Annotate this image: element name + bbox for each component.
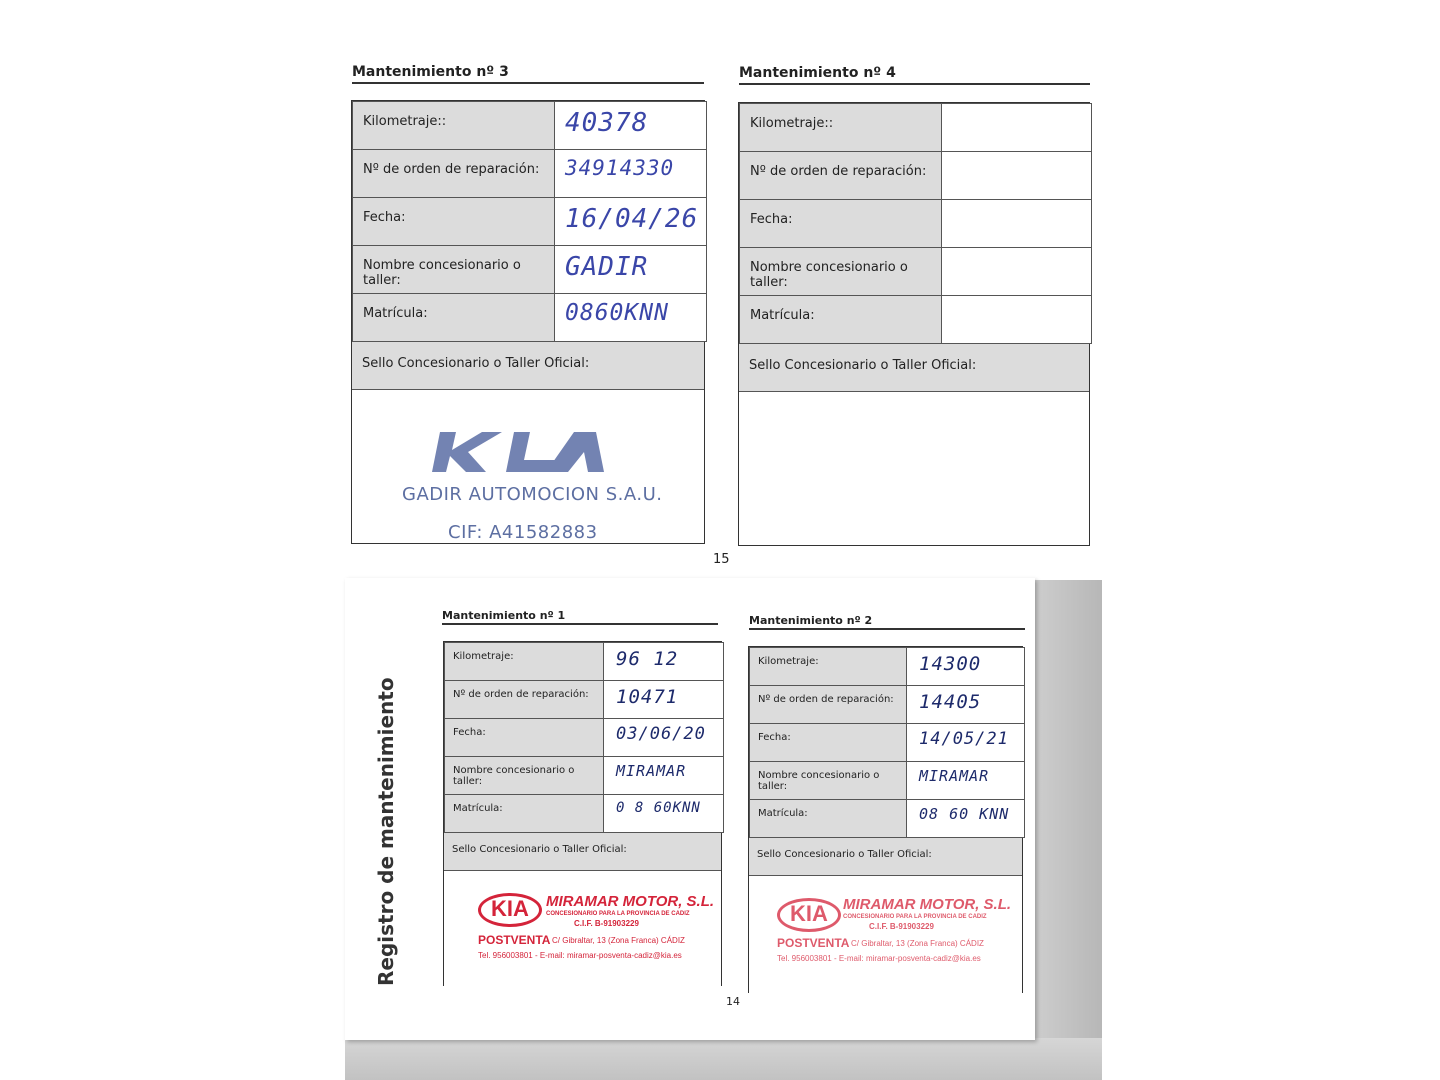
field-value[interactable]: [942, 248, 1092, 296]
field-value[interactable]: 16/04/26: [555, 198, 707, 246]
field-label: Matrícula:: [353, 294, 555, 342]
table-row: [353, 150, 707, 198]
table-row: [740, 152, 1092, 200]
stamp-cif: CIF: A41582883: [448, 522, 598, 543]
table-row: [750, 724, 1025, 762]
scanner-shadow-right: [1030, 580, 1102, 1040]
field-value[interactable]: [942, 200, 1092, 248]
maintenance-card-1: [443, 641, 722, 986]
field-label: Matrícula:: [445, 795, 604, 833]
field-label: Nombre concesionario o taller:: [445, 757, 604, 795]
field-label: Matrícula:: [750, 800, 907, 838]
field-label: Kilometraje:: [445, 643, 604, 681]
field-label: Kilometraje:: [750, 648, 907, 686]
seal-label: Sello Concesionario o Taller Oficial:: [739, 344, 1089, 392]
field-label: Nº de orden de reparación:: [740, 152, 942, 200]
kia-logo-icon: KIA: [777, 898, 841, 932]
kia-logo-icon: [428, 430, 608, 474]
stamp-subtitle: CONCESIONARIO PARA LA PROVINCIA DE CADIZ: [546, 911, 690, 917]
stamp-cif: C.I.F. B-91903229: [869, 922, 934, 931]
field-label: Matrícula:: [740, 296, 942, 344]
stamp-company-name: GADIR AUTOMOCION S.A.U.: [402, 484, 663, 505]
kia-logo-icon: KIA: [478, 893, 542, 927]
page-number: 14: [726, 995, 740, 1008]
field-label: Nombre concesionario o taller:: [740, 248, 942, 296]
table-row: [740, 200, 1092, 248]
field-label: Nº de orden de reparación:: [353, 150, 555, 198]
table-row: [750, 686, 1025, 724]
stamp-company-name: MIRAMAR MOTOR, S.L.: [546, 893, 715, 910]
side-title: Registro de mantenimiento: [374, 677, 398, 986]
table-row: [353, 198, 707, 246]
stamp-contact: Tel. 956003801 - E-mail: miramar-posventa-cadiz@kia.es: [777, 954, 981, 963]
field-label: Kilometraje::: [353, 102, 555, 150]
field-value[interactable]: 10471: [604, 681, 724, 719]
stamp-contact: Tel. 956003801 - E-mail: miramar-posventa-cadiz@kia.es: [478, 951, 682, 960]
field-value[interactable]: 14/05/21: [907, 724, 1025, 762]
field-label: Fecha:: [740, 200, 942, 248]
maintenance-card-3: [351, 100, 705, 544]
scanner-shadow-bottom: [345, 1038, 1102, 1080]
field-value[interactable]: 14405: [907, 686, 1025, 724]
table-row: [740, 296, 1092, 344]
card-title: Mantenimiento nº 1: [442, 609, 718, 625]
field-label: Nº de orden de reparación:: [750, 686, 907, 724]
maintenance-card-4: [738, 102, 1090, 546]
field-value[interactable]: 03/06/20: [604, 719, 724, 757]
seal-label: Sello Concesionario o Taller Oficial:: [444, 833, 721, 871]
table-row: [445, 643, 724, 681]
field-label: Kilometraje::: [740, 104, 942, 152]
field-value[interactable]: 08 60 KNN: [907, 800, 1025, 838]
stamp-address: C/ Gibraltar, 13 (Zona Franca) CÁDIZ: [552, 936, 685, 945]
card-title: Mantenimiento nº 3: [352, 64, 704, 84]
seal-area: [352, 390, 704, 542]
card-title: Mantenimiento nº 4: [739, 65, 1090, 85]
seal-label: Sello Concesionario o Taller Oficial:: [749, 838, 1022, 876]
card-title: Mantenimiento nº 2: [749, 614, 1025, 630]
table-row: [353, 102, 707, 150]
stamp-address: C/ Gibraltar, 13 (Zona Franca) CÁDIZ: [851, 939, 984, 948]
table-row: [750, 648, 1025, 686]
field-label: Nº de orden de reparación:: [445, 681, 604, 719]
field-value[interactable]: 0860KNN: [555, 294, 707, 342]
field-value[interactable]: [942, 104, 1092, 152]
table-row: [750, 762, 1025, 800]
field-value[interactable]: 40378: [555, 102, 707, 150]
table-row: [445, 681, 724, 719]
field-value[interactable]: [942, 296, 1092, 344]
seal-label: Sello Concesionario o Taller Oficial:: [352, 342, 704, 390]
table-row: [445, 795, 724, 833]
field-label: Fecha:: [353, 198, 555, 246]
field-value[interactable]: 0 8 60KNN: [604, 795, 724, 833]
page-number: 15: [713, 552, 730, 567]
field-label: Fecha:: [445, 719, 604, 757]
field-value[interactable]: MIRAMAR: [907, 762, 1025, 800]
table-row: [445, 757, 724, 795]
field-label: Nombre concesionario o taller:: [353, 246, 555, 294]
table-row: [750, 800, 1025, 838]
miramar-stamp: [474, 889, 714, 979]
stamp-postventa: POSTVENTA: [777, 936, 850, 950]
table-row: [740, 248, 1092, 296]
field-value[interactable]: [942, 152, 1092, 200]
seal-area: [739, 392, 1089, 544]
seal-area: [444, 871, 721, 986]
field-label: Fecha:: [750, 724, 907, 762]
table-row: [353, 246, 707, 294]
field-value[interactable]: 96 12: [604, 643, 724, 681]
stamp-company-name: MIRAMAR MOTOR, S.L.: [843, 896, 1012, 913]
field-label: Nombre concesionario o taller:: [750, 762, 907, 800]
table-row: [445, 719, 724, 757]
field-value[interactable]: 34914330: [555, 150, 707, 198]
miramar-stamp: [773, 894, 1013, 984]
field-value[interactable]: MIRAMAR: [604, 757, 724, 795]
stamp-postventa: POSTVENTA: [478, 933, 551, 947]
field-value[interactable]: GADIR: [555, 246, 707, 294]
maintenance-card-2: [748, 646, 1023, 993]
stamp-cif: C.I.F. B-91903229: [574, 919, 639, 928]
seal-area: [749, 876, 1022, 993]
stamp-subtitle: CONCESIONARIO PARA LA PROVINCIA DE CADIZ: [843, 914, 987, 920]
field-value[interactable]: 14300: [907, 648, 1025, 686]
table-row: [353, 294, 707, 342]
table-row: [740, 104, 1092, 152]
